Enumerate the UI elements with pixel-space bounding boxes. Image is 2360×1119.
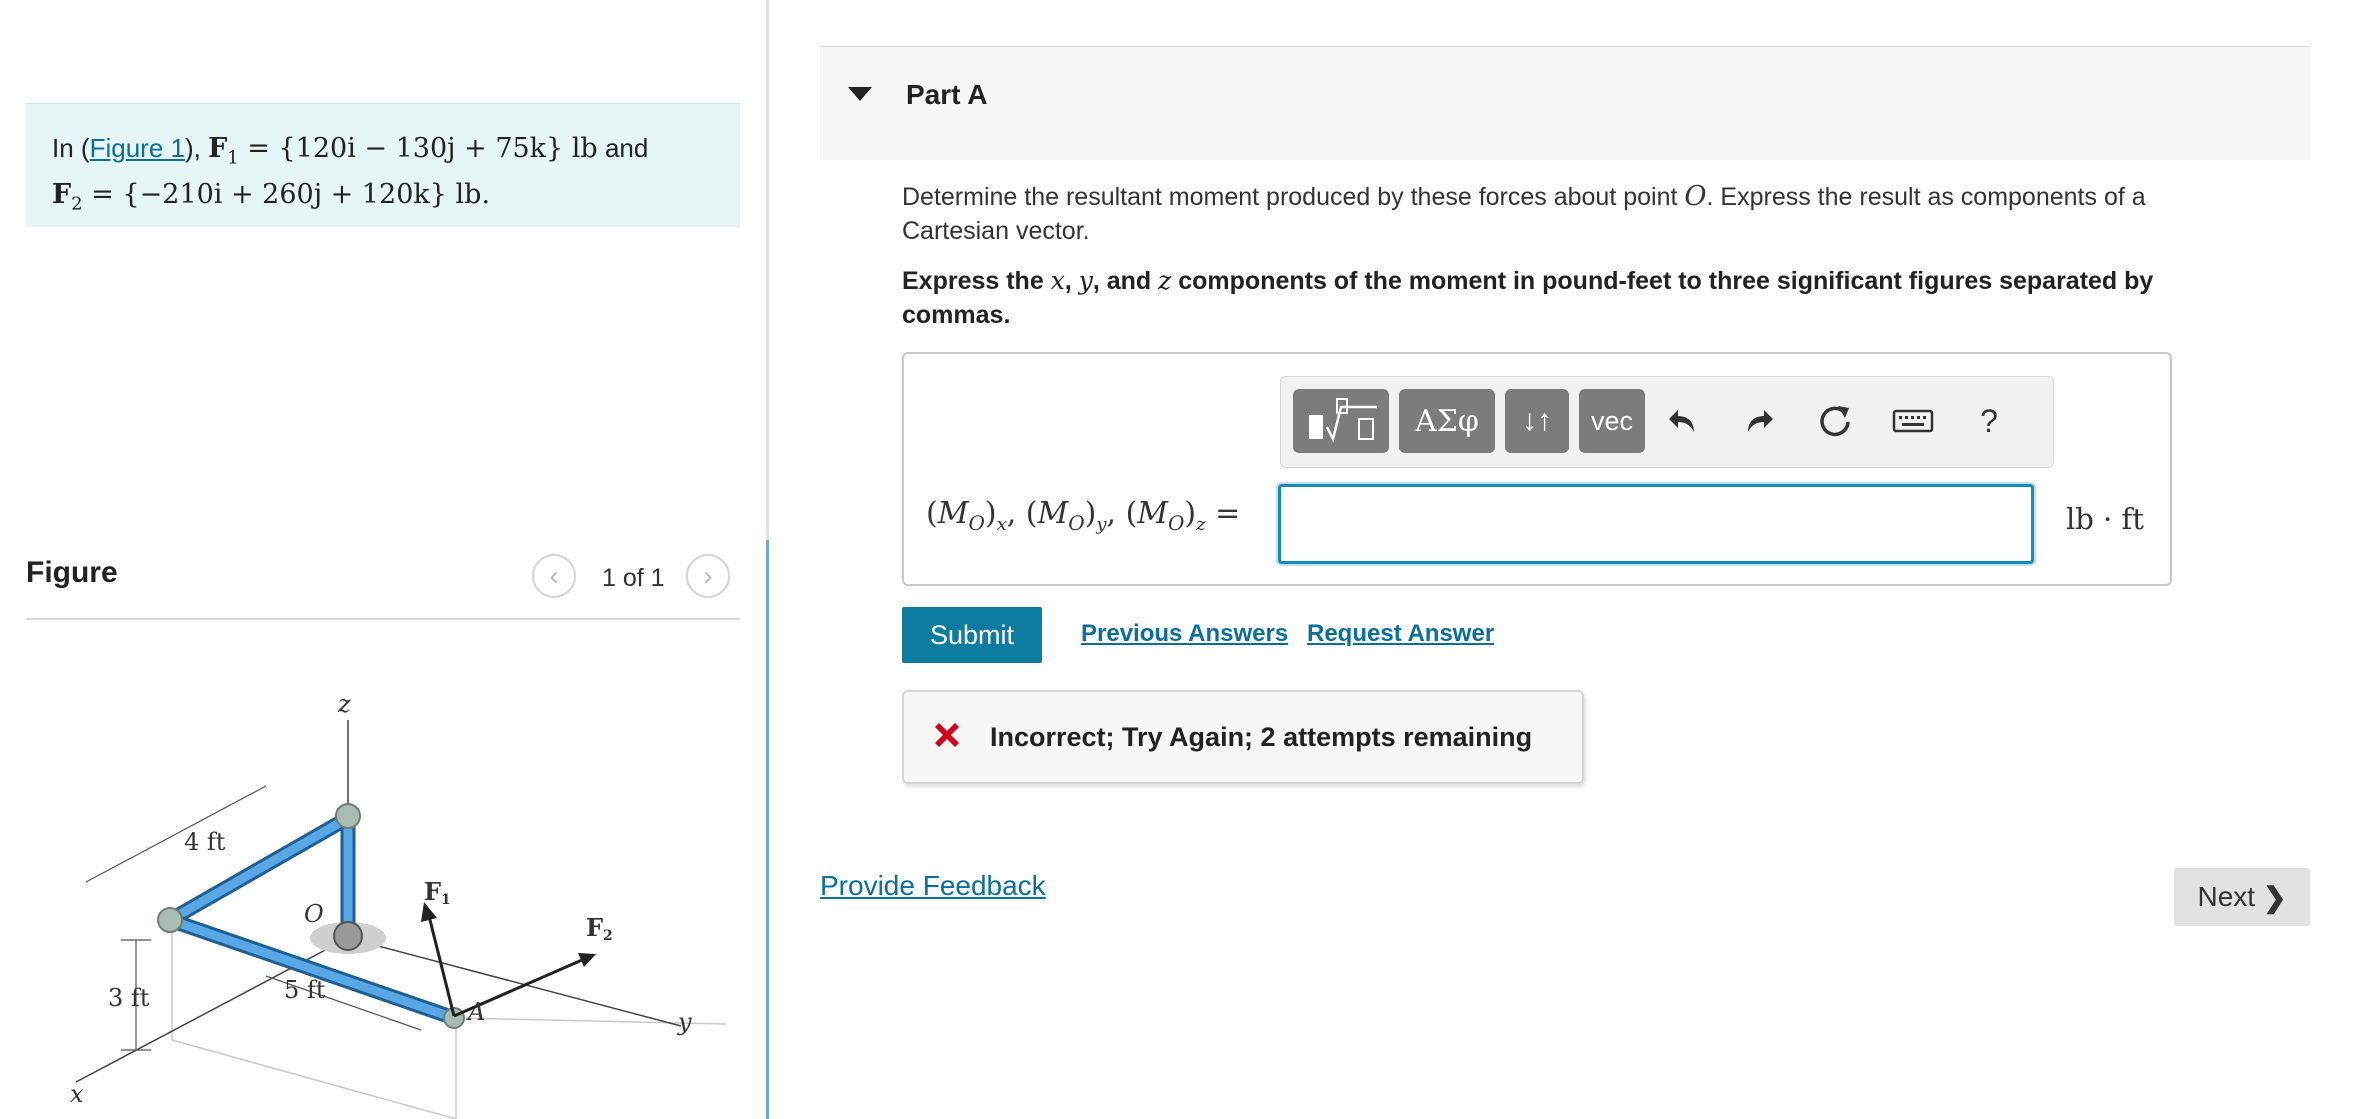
x-axis-label: x	[70, 1080, 84, 1108]
figure-image	[26, 620, 746, 1119]
f1-equation: $F_1 = \{120i - 130j + 75k\}$ lb	[208, 133, 598, 169]
part-title: Part A	[906, 79, 988, 110]
a-label: A	[468, 998, 486, 1026]
unit-label: lb · ft	[2066, 502, 2144, 536]
force-vectors	[421, 902, 596, 1016]
redo-button[interactable]	[1731, 389, 1787, 453]
question-text: Determine the resultant moment produced by these forces about point O. Express the result as components of a Cartesian vector.	[902, 181, 2146, 245]
keyboard-icon	[1892, 407, 1934, 435]
problem-statement	[26, 103, 740, 227]
redo-icon	[1742, 404, 1776, 438]
next-label: Next	[2197, 881, 2256, 912]
chevron-right-icon: ›	[703, 560, 713, 591]
greek-symbols-button[interactable]: ΑΣφ	[1399, 389, 1495, 453]
z-axis-label: z	[338, 690, 351, 718]
answer-input[interactable]	[1278, 484, 2034, 564]
next-button[interactable]	[2174, 868, 2310, 926]
fraction-sqrt-icon	[1301, 395, 1381, 447]
undo-button[interactable]	[1655, 389, 1711, 453]
feedback-text: Incorrect; Try Again; 2 attempts remaining	[990, 722, 1533, 752]
math-toolbar	[1280, 376, 2054, 468]
left-pane	[0, 0, 766, 1119]
undo-icon	[1666, 404, 1700, 438]
three-ft-label: 3 ft	[108, 984, 150, 1012]
four-ft-label: 4 ft	[184, 828, 226, 856]
f2-label: F2	[586, 913, 613, 944]
vector-button[interactable]: vec	[1579, 389, 1645, 453]
f2-equation: $F_2 = \{-210i + 260j + 120k\}$ lb.	[52, 179, 491, 215]
chevron-right-icon: ❯	[2263, 881, 2287, 913]
reset-icon	[1816, 402, 1854, 440]
part-header[interactable]	[820, 47, 2310, 160]
reset-button[interactable]	[1807, 389, 1863, 453]
divider-accent	[766, 540, 769, 1119]
feedback-message	[902, 690, 1584, 784]
figure-header	[26, 550, 740, 620]
figure-title: Figure	[26, 556, 118, 589]
chevron-left-icon: ‹	[549, 560, 559, 591]
o-label: O	[304, 900, 324, 928]
figure-link[interactable]: Figure 1	[89, 133, 185, 163]
pane-divider[interactable]	[766, 0, 769, 1119]
figure-pager-text: 1 of 1	[602, 564, 665, 592]
equation-label: $(M_O)_x$, $(M_O)_y$, $(M_O)_z$ =	[926, 496, 1241, 535]
request-answer-link[interactable]: Request Answer	[1307, 620, 1495, 647]
submit-button[interactable]: Submit	[902, 607, 1042, 663]
support-flange	[334, 922, 362, 950]
instruction-text: Express the x, y, and z components of the moment in pound-feet to three significant figures separated by commas.	[902, 266, 2154, 329]
help-button[interactable]: ?	[1980, 402, 1998, 439]
x-icon	[930, 718, 964, 752]
elbow-joint	[158, 908, 182, 932]
caret-down-icon[interactable]	[848, 87, 872, 101]
subscript-superscript-button[interactable]: ↓↑	[1505, 389, 1569, 453]
provide-feedback-link[interactable]: Provide Feedback	[820, 870, 1046, 901]
f1-label: F1	[424, 877, 451, 908]
and-text: and	[597, 133, 649, 163]
answer-box	[902, 352, 2172, 586]
problem-prefix: In (	[52, 133, 90, 163]
elbow-joint	[336, 804, 360, 828]
templates-button[interactable]	[1293, 389, 1389, 453]
axes	[76, 720, 681, 1082]
previous-answers-link[interactable]: Previous Answers	[1081, 620, 1289, 647]
y-axis-label: y	[678, 1008, 692, 1036]
five-ft-label: 5 ft	[284, 976, 326, 1004]
problem-middle: ),	[184, 133, 209, 163]
keyboard-button[interactable]	[1881, 389, 1945, 453]
previous-figure-button[interactable]	[532, 554, 576, 598]
next-figure-button[interactable]	[686, 554, 730, 598]
